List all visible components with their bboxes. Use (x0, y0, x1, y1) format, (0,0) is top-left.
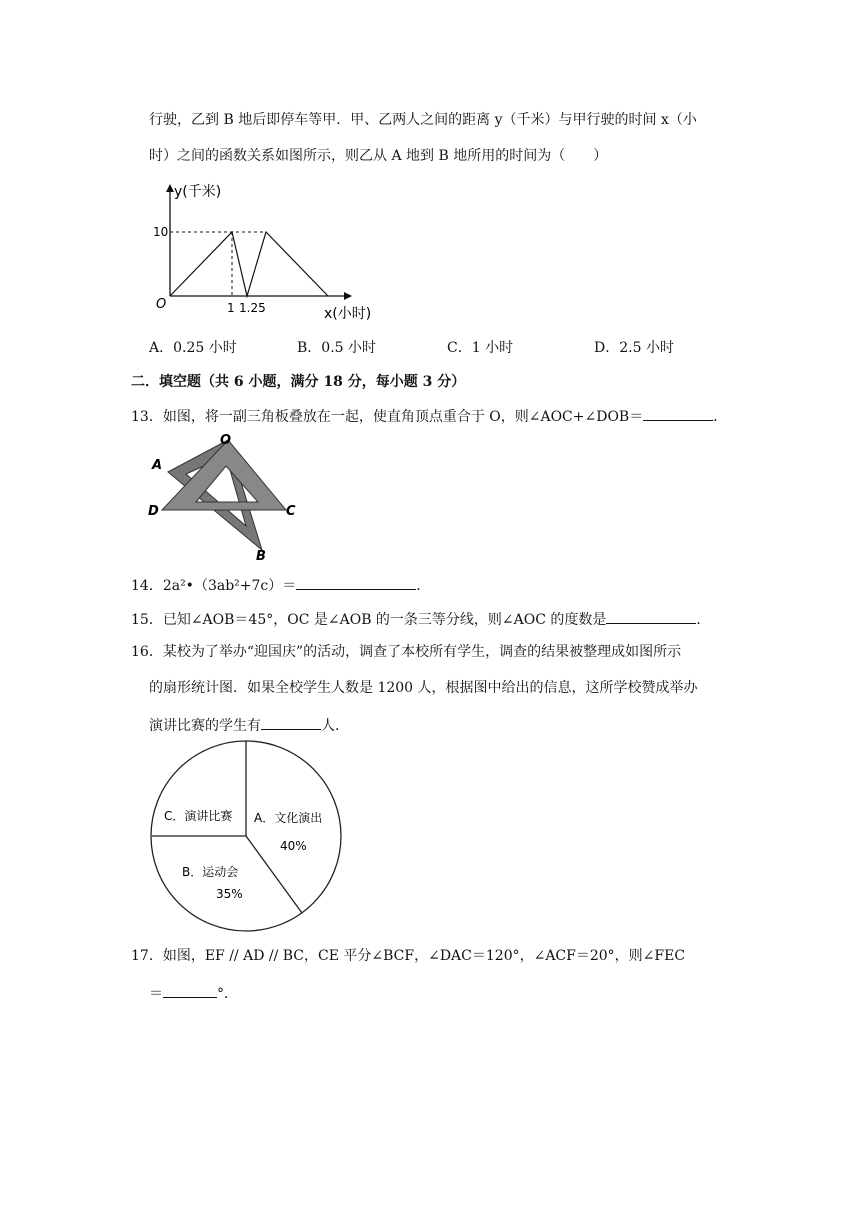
q17-line2-start: ＝ (149, 986, 163, 1002)
q13-answer-blank (643, 405, 713, 421)
x-axis-arrow (344, 292, 352, 300)
pie-label-c: C．演讲比赛 (164, 809, 233, 823)
q16-pie-chart (146, 738, 346, 934)
q16-answer-blank (261, 714, 321, 730)
q13-text (131, 405, 727, 427)
q13-stem: 13．如图，将一副三角板叠放在一起，使直角顶点重合于 O，则∠AOC+∠DOB＝ (131, 409, 644, 425)
pie-label-b: B．运动会 (182, 865, 239, 879)
label-c: C (286, 504, 296, 519)
origin-label: O (156, 297, 167, 312)
q13-end: ． (713, 409, 728, 425)
x-tick-1: 1 (227, 301, 235, 315)
q16-line3 (149, 714, 349, 736)
q16-line2: 的扇形统计图．如果全校学生人数是 1200 人，根据图中给出的信息，这所学校赞成举办 (149, 680, 698, 696)
option-c: C．1 小时 (447, 340, 514, 356)
option-b: B．0.5 小时 (297, 340, 377, 356)
q14-end: ． (416, 578, 431, 594)
q15-answer-blank (606, 608, 696, 624)
section-title: 二．填空题（共 6 小题，满分 18 分，每小题 3 分） (131, 374, 466, 390)
q16-line1: 16．某校为了举办“迎国庆”的活动，调查了本校所有学生，调查的结果被整理成如图所示 (131, 644, 682, 660)
option-a: A．0.25 小时 (149, 340, 237, 356)
option-d: D．2.5 小时 (594, 340, 674, 356)
q12-distance-time-graph (148, 178, 388, 326)
pie-pct-b: 35% (216, 887, 243, 901)
x-tick-1-25: 1.25 (239, 301, 266, 315)
q12-text-line2: 时）之间的函数关系如图所示，则乙从 A 地到 B 地所用的时间为（ ） (149, 148, 608, 164)
y-tick-10: 10 (153, 225, 169, 239)
q15-stem: 15．已知∠AOB＝45°，OC 是∠AOB 的一条三等分线，则∠AOC 的度数是 (131, 612, 607, 628)
label-a: A (152, 458, 163, 473)
q16-line3-text: 演讲比赛的学生有 (149, 718, 261, 734)
q13-triangles-figure (146, 432, 302, 564)
y-axis-label: y(千米) (174, 184, 222, 200)
label-o: O (220, 433, 232, 448)
distance-function-line (170, 232, 328, 296)
label-d: D (148, 504, 159, 519)
q17-line2-end: °． (217, 986, 238, 1002)
pie-pct-a: 40% (280, 839, 307, 853)
pie-label-a: A．文化演出 (254, 811, 323, 825)
q14-stem: 14．2a²•（3ab²+7c）＝ (131, 578, 297, 594)
q17-line1: 17．如图，EF // AD // BC，CE 平分∠BCF，∠DAC＝120°，∠ACF＝20°，则∠FEC (131, 948, 686, 964)
q16-line3-end: 人． (321, 718, 349, 734)
q17-line2 (149, 982, 238, 1004)
q17-answer-blank (163, 982, 217, 998)
x-axis-label: x(小时) (324, 306, 372, 322)
q15-end: ． (696, 612, 711, 628)
q12-text-line1: 行驶，乙到 B 地后即停车等甲．甲、乙两人之间的距离 y（千米）与甲行驶的时间 x（小 (149, 112, 697, 128)
q14-answer-blank (296, 574, 416, 590)
q14-text (131, 574, 430, 596)
label-b: B (256, 549, 266, 564)
q15-text (131, 608, 710, 630)
y-axis-arrow (166, 184, 174, 192)
